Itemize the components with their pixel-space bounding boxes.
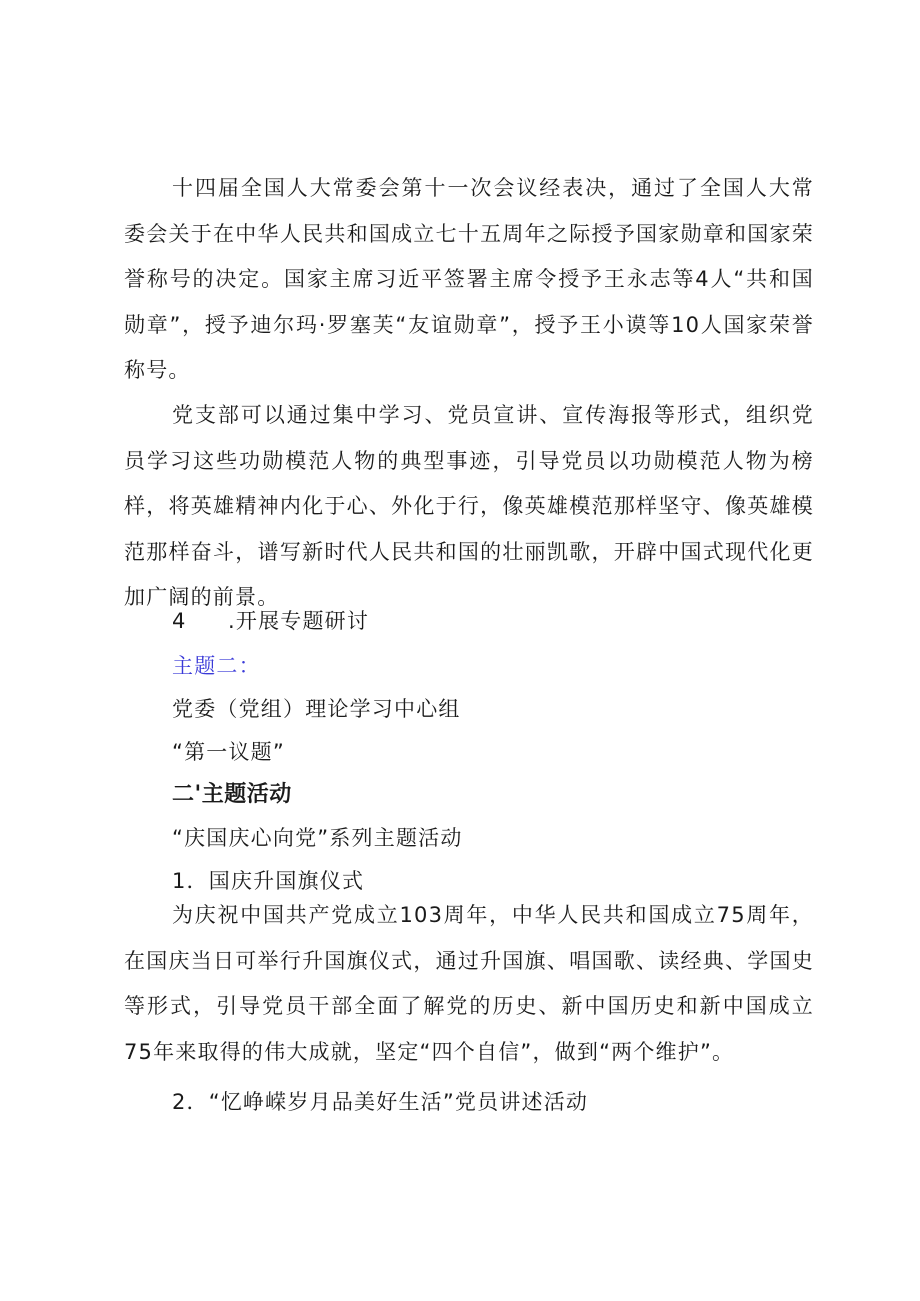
theme-two-label: 主题二： <box>172 654 261 678</box>
list-item-4 <box>172 606 369 636</box>
list-item-1-heading: 1．国庆升国旗仪式 <box>172 869 365 893</box>
list-item-2-heading: 2．“忆峥嵘岁月品美好生活”党员讲述活动 <box>172 1090 589 1114</box>
list-item-4-number: 4 <box>172 609 187 633</box>
first-topic-line: “第一议题” <box>172 740 285 764</box>
series-activity-line: “庆国庆心向党”系列主题活动 <box>172 826 463 850</box>
paragraph-study-models: 党支部可以通过集中学习、党员宣讲、宣传海报等形式，组织党员学习这些功勋模范人物的典型事迹，引导党员以功勋模范人物为榜样，将英雄精神内化于心、外化于行，像英雄模范那样坚守、像英雄模范那样奋斗，谱写新时代人民共和国的壮丽凯歌，开辟中国式现代化更加广阔的前景。 <box>124 403 814 609</box>
list-item-4-text: .开展专题研讨 <box>228 609 370 633</box>
section-two-heading: 二'主题活动 <box>172 782 292 807</box>
paragraph-award-announcement: 十四届全国人大常委会第十一次会议经表决，通过了全国人大常委会关于在中华人民共和国成立七十五周年之际授予国家勋章和国家荣誉称号的决定。国家主席习近平签署主席令授予王永志等4人“共和国勋章”，授予迪尔玛·罗塞芙“友谊勋章”，授予王小谟等10人国家荣誉称号。 <box>124 176 814 382</box>
paragraph-flag-ceremony: 为庆祝中国共产党成立103周年，中华人民共和国成立75周年，在国庆当日可举行升国旗仪式，通过升国旗、唱国歌、读经典、学国史等形式，引导党员干部全面了解党的历史、新中国历史和新中国成立75年来取得的伟大成就，坚定“四个自信”，做到“两个维护”。 <box>124 903 814 1064</box>
party-group-line: 党委（党组）理论学习中心组 <box>172 697 461 721</box>
